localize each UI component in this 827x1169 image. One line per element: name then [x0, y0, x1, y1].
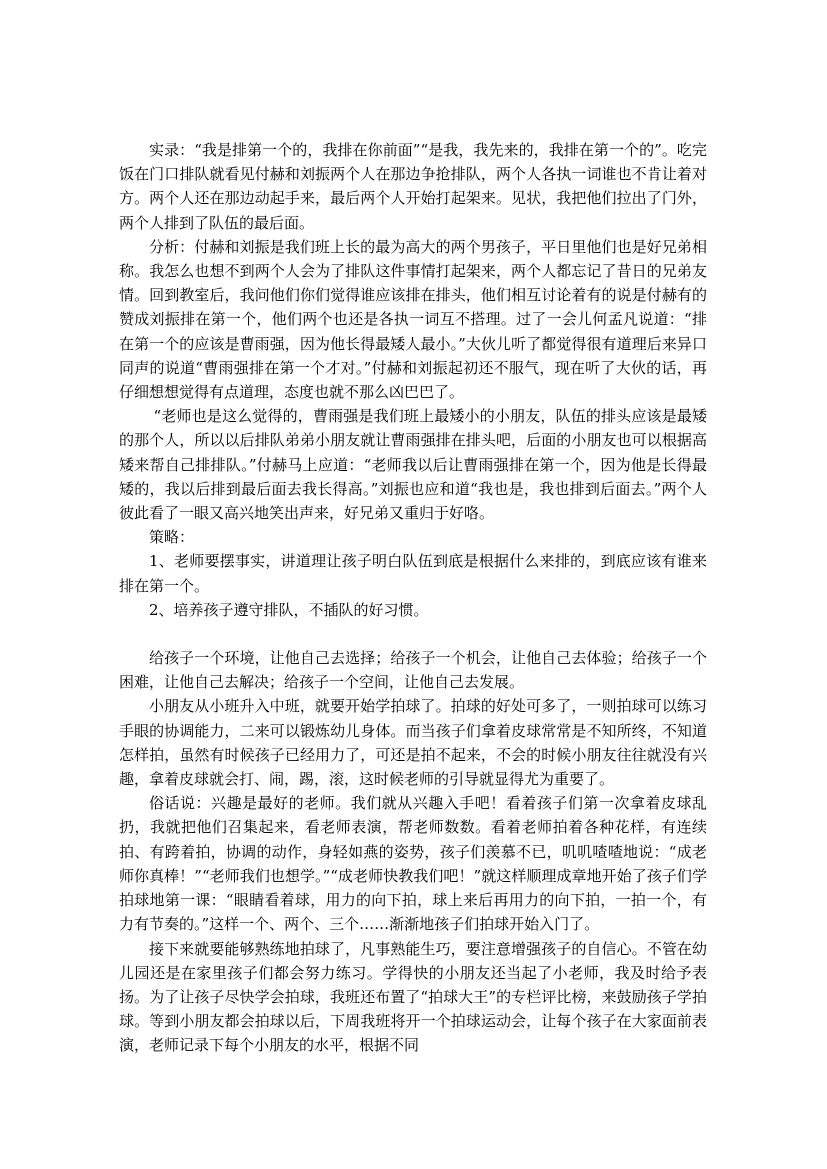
- paragraph-give-children: 给孩子一个环境，让他自己去选择；给孩子一个机会，让他自己去体验；给孩子一个困难，让他自己去解决；给孩子一个空间，让他自己去发展。: [119, 649, 707, 692]
- paragraph-teacher-response: “老师也是这么觉得的，曹雨强是我们班上最矮小的小朋友，队伍的排头应该是最矮的那个人，所以以后排队弟弟小朋友就让曹雨强排在排头吧，后面的小朋友也可以根据高矮来帮自己排排队。”付赫马上应道：“老师我以后让曹雨强排在第一个，因为他是长得最矮的，我以后排到最后面去我长得高。”刘振也应和道“我也是，我也排到后面去。”两个人彼此看了一眼又高兴地笑出声来，好兄弟又重归于好咯。: [119, 407, 707, 523]
- paragraph-strategy-heading: 策略：: [149, 528, 195, 547]
- paragraph-analysis: 分析：付赫和刘振是我们班上长的最为高大的两个男孩子，平日里他们也是好兄弟相称。我怎么也想不到两个人会为了排队这件事情打起架来，两个人都忘记了昔日的兄弟友情。回到教室后，我问他们你们觉得谁应该排在排头，他们相互讨论着有的说是付赫有的赞成刘振排在第一个，他们两个也还是各执一词互不搭理。过了一会儿何孟凡说道：“排在第一个的应该是曹雨强，因为他长得最矮人最小。”大伙儿听了都觉得很有道理后来异口同声的说道“曹雨强排在第一个才对。”付赫和刘振起初还不服气，现在听了大伙的话，再仔细想想觉得有点道理，态度也就不那么凶巴巴了。: [119, 237, 707, 402]
- paragraph-interest: 俗话说：兴趣是最好的老师。我们就从兴趣入手吧！看着孩子们第一次拿着皮球乱扔，我就把他们召集起来，看老师表演，帮老师数数。看着老师拍着各种花样，有连续拍、有跨着拍，协调的动作，身轻如燕的姿势，孩子们羡慕不已，叽叽喳喳地说：“成老师你真棒！”“老师我们也想学。”“成老师快教我们吧！”就这样顺理成章地开始了孩子们学拍球地第一课：“眼睛看着球，用力的向下拍，球上来后再用力的向下拍，一拍一个，有力有节奏的。”这样一个、两个、三个……渐渐地孩子们拍球开始入门了。: [119, 794, 707, 934]
- blank-line: [119, 622, 707, 646]
- paragraph-strategy-2: 2、培养孩子遵守排队，不插队的好习惯。: [149, 600, 429, 619]
- paragraph-record: 实录：“我是排第一个的，我排在你前面”“是我，我先来的，我排在第一个的”。吃完饭在门口排队就看见付赫和刘振两个人在那边争抢排队，两个人各执一词谁也不肯让着对方。两个人还在那边动起手来，最后两个人开始打起架来。见状，我把他们拉出了门外，两个人排到了队伍的最后面。: [119, 141, 707, 232]
- paragraph-strategy-1: 1、老师要摆事实，讲道理让孩子明白队伍到底是根据什么来排的，到底应该有谁来排在第一个。: [119, 552, 707, 595]
- paragraph-ball-intro: 小朋友从小班升入中班，就要开始学拍球了。拍球的好处可多了，一则拍球可以练习手眼的协调能力，二来可以锻炼幼儿身体。而当孩子们拿着皮球常常是不知所终，不知道怎样拍，虽然有时候孩子已经用力了，可还是拍不起来，不会的时候小朋友往往就没有兴趣，拿着皮球就会打、闹，踢，滚，这时候老师的引导就显得尤为重要了。: [119, 697, 707, 789]
- paragraph-practice: 接下来就要能够熟练地拍球了，凡事熟能生巧，要注意增强孩子的自信心。不管在幼儿园还是在家里孩子们都会努力练习。学得快的小朋友还当起了小老师，我及时给予表扬。为了让孩子尽快学会拍球，我班还布置了“拍球大王”的专栏评比榜，来鼓励孩子学拍球。等到小朋友都会拍球以后，下周我班将开一个拍球运动会，让每个孩子在大家面前表演，老师记录下每个小朋友的水平，根据不同: [119, 939, 707, 1055]
- document-page: [119, 138, 707, 1058]
